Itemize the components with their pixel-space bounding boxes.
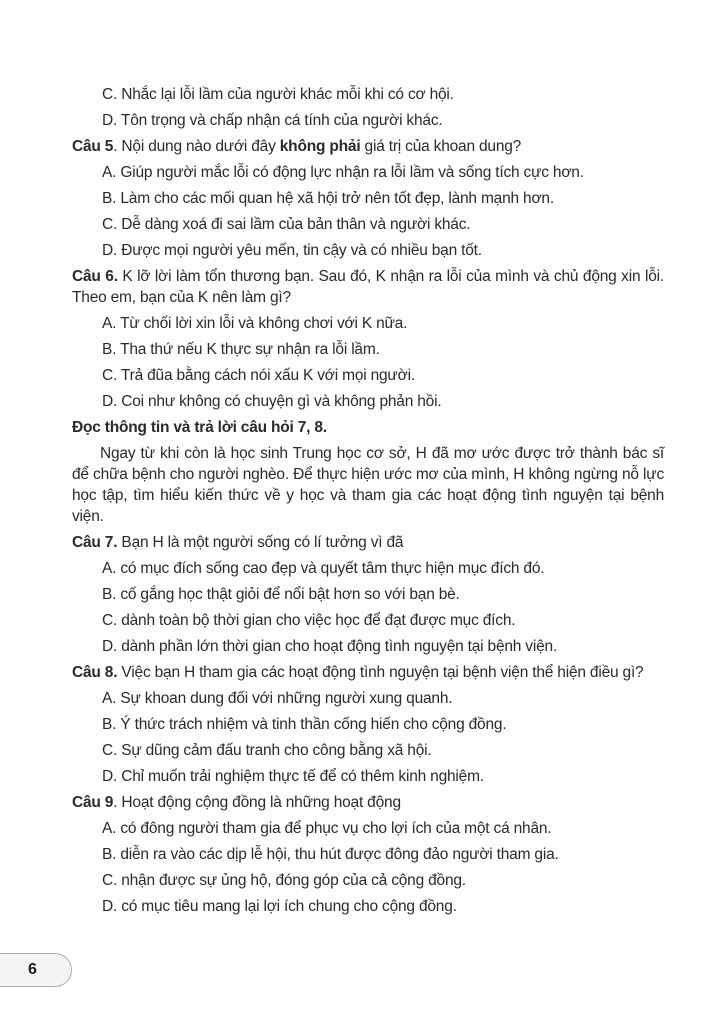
question-label: Câu 9 — [72, 794, 114, 811]
question-label: Câu 8. — [72, 664, 118, 681]
question-stem-q5 — [72, 136, 664, 157]
answer-option: A. Từ chối lời xin lỗi và không chơi với K nữa. — [102, 315, 408, 332]
reading-passage: Ngay từ khi còn là học sinh Trung học cơ sở, H đã mơ ước được trở thành bác sĩ để chữa bệnh cho người nghèo. Để thực hiện ước mơ của mình, H không ngừng nỗ lực học tập, tìm hiểu kiến thức về y học và tham gia các hoạt động tình nguyện tại bệnh viện. — [72, 445, 664, 525]
answer-option: C. nhận được sự ủng hộ, đóng góp của cả cộng đồng. — [102, 872, 466, 889]
question-text-emphasis: không phải — [279, 138, 361, 155]
answer-option: C. Trả đũa bằng cách nói xấu K với mọi người. — [102, 367, 415, 384]
answer-option: D. dành phần lớn thời gian cho hoạt động tình nguyện tại bệnh viện. — [102, 638, 558, 655]
answer-option: C. Sự dũng cảm đấu tranh cho công bằng xã hội. — [102, 742, 432, 759]
document-content — [72, 84, 664, 922]
answer-option: D. Tôn trọng và chấp nhận cá tính của người khác. — [102, 112, 443, 129]
answer-option: B. Ý thức trách nhiệm và tinh thần cống hiến cho cộng đồng. — [102, 716, 507, 733]
answer-option: A. có mục đích sống cao đẹp và quyết tâm thực hiện mục đích đó. — [102, 560, 545, 577]
answer-option: D. Coi như không có chuyện gì và không phản hồi. — [102, 393, 442, 410]
question-text: giá trị của khoan dung? — [360, 138, 522, 155]
reading-instruction-heading: Đọc thông tin và trả lời câu hỏi 7, 8. — [72, 419, 327, 436]
question-label: Câu 5 — [72, 138, 114, 155]
answer-option: B. diễn ra vào các dịp lễ hội, thu hút được đông đảo người tham gia. — [102, 846, 559, 863]
answer-option: B. cố gắng học thật giỏi để nổi bật hơn so với bạn bè. — [102, 586, 460, 603]
question-text: . Nội dung nào dưới đây — [113, 138, 280, 155]
answer-option: B. Tha thứ nếu K thực sự nhận ra lỗi lầm. — [102, 341, 380, 358]
question-label: Câu 6. — [72, 268, 118, 285]
question-stem-q7 — [72, 532, 664, 553]
answer-option: D. có mục tiêu mang lại lợi ích chung cho cộng đồng. — [102, 898, 457, 915]
question-stem-q9 — [72, 792, 664, 813]
answer-option: C. dành toàn bộ thời gian cho việc học để đạt được mục đích. — [102, 612, 516, 629]
answer-option: B. Làm cho các mối quan hệ xã hội trở nên tốt đẹp, lành mạnh hơn. — [102, 190, 554, 207]
answer-option: A. có đông người tham gia để phục vụ cho lợi ích của một cá nhân. — [102, 820, 552, 837]
answer-option: A. Giúp người mắc lỗi có động lực nhận ra lỗi lầm và sống tích cực hơn. — [102, 164, 584, 181]
question-label: Câu 7. — [72, 534, 118, 551]
question-stem-q6 — [72, 266, 664, 308]
question-stem-q8 — [72, 662, 664, 683]
answer-option: D. Được mọi người yêu mến, tin cậy và có nhiều bạn tốt. — [102, 242, 482, 259]
page-number-tab — [0, 953, 72, 987]
question-text: K lỡ lời làm tổn thương bạn. Sau đó, K nhận ra lỗi của mình và chủ động xin lỗi. Theo em, bạn của K nên làm gì? — [72, 268, 664, 306]
answer-option: C. Dễ dàng xoá đi sai lầm của bản thân và người khác. — [102, 216, 471, 233]
answer-option: C. Nhắc lại lỗi lầm của người khác mỗi khi có cơ hội. — [102, 86, 454, 103]
question-text: . Hoạt động cộng đồng là những hoạt động — [113, 794, 401, 811]
answer-option: D. Chỉ muốn trải nghiệm thực tế để có thêm kinh nghiệm. — [102, 768, 484, 785]
answer-option: A. Sự khoan dung đối với những người xung quanh. — [102, 690, 453, 707]
question-text: Bạn H là một người sống có lí tưởng vì đã — [117, 534, 404, 551]
page-number: 6 — [28, 961, 37, 978]
question-text: Việc bạn H tham gia các hoạt động tình nguyện tại bệnh viện thể hiện điều gì? — [117, 664, 644, 681]
